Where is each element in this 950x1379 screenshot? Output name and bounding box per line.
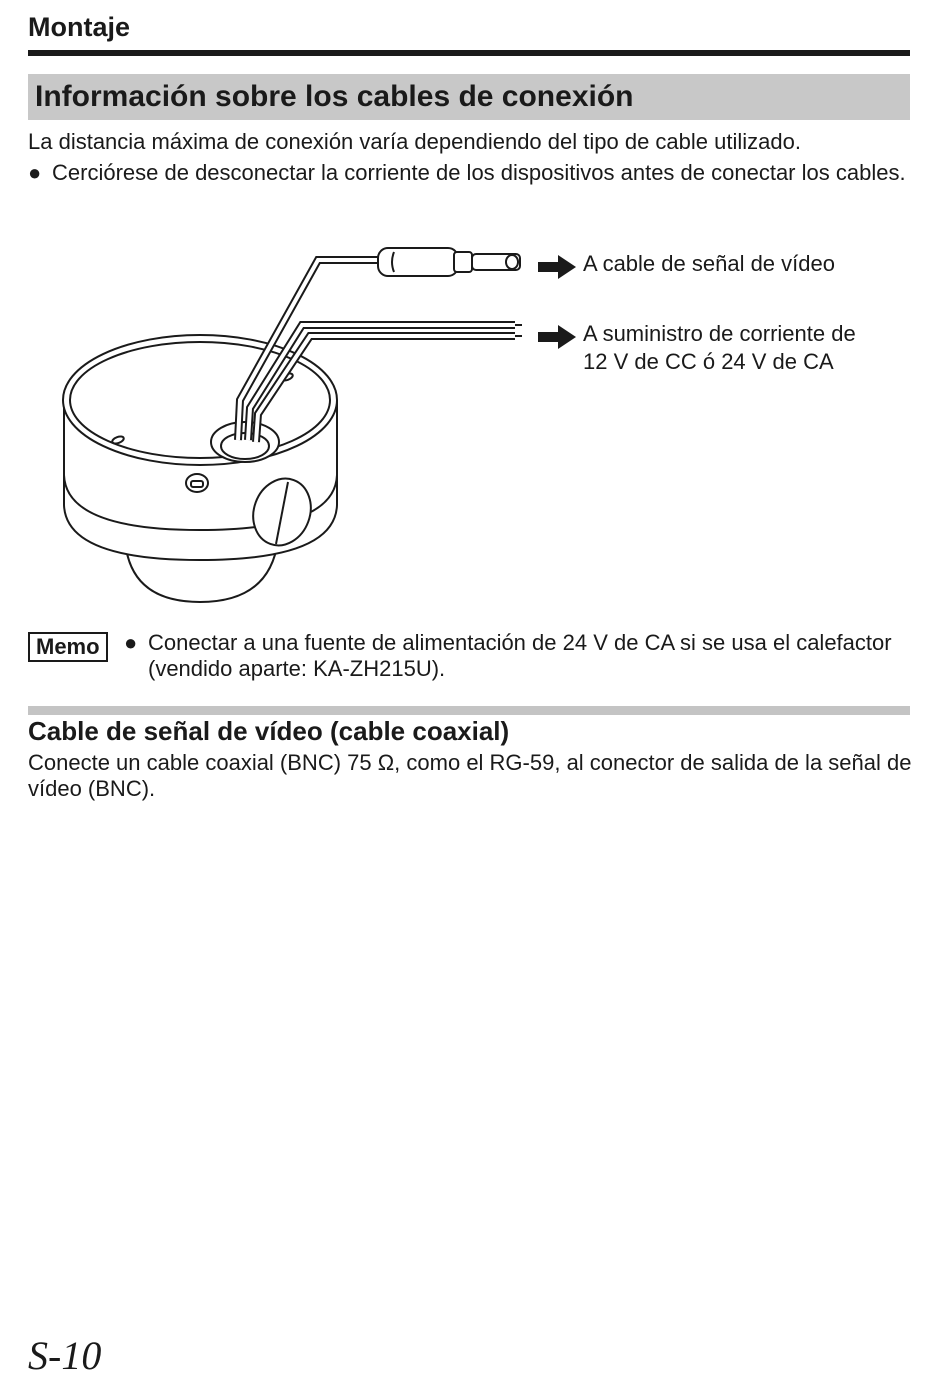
coax-body: Conecte un cable coaxial (BNC) 75 Ω, como el RG-59, al conector de salida de la señal de vídeo (BNC). (28, 750, 912, 801)
page-number: S-10 (28, 1333, 102, 1378)
memo-text: Conectar a una fuente de alimentación de 24 V de CA si se usa el calefactor (vendido aparte: KA-ZH215U). (148, 630, 892, 681)
callout-video-text: A cable de señal de vídeo (583, 251, 835, 276)
bullet-dot-icon: ● (124, 630, 138, 655)
bullet-dot-icon: ● (28, 160, 42, 185)
intro-text: La distancia máxima de conexión varía dependiendo del tipo de cable utilizado. (28, 129, 801, 154)
arrow-right-icon (538, 325, 576, 349)
camera-figure (50, 230, 920, 610)
callout-power-text-line1: A suministro de corriente de (583, 321, 856, 346)
coax-heading: Cable de señal de vídeo (cable coaxial) (28, 716, 510, 746)
page-title: Información sobre los cables de conexión (35, 80, 634, 113)
bullet-text: Cerciórese de desconectar la corriente de los dispositivos antes de conectar los cables. (52, 160, 906, 185)
title-bar (28, 74, 910, 120)
dome-camera-illustration (50, 230, 920, 610)
section-divider (28, 706, 910, 715)
section-label: Montaje (28, 12, 131, 42)
arrow-right-icon (538, 255, 576, 279)
callout-power-text-line2: 12 V de CC ó 24 V de CA (583, 349, 834, 374)
top-rule (28, 50, 910, 56)
memo-tag: Memo (28, 632, 108, 662)
